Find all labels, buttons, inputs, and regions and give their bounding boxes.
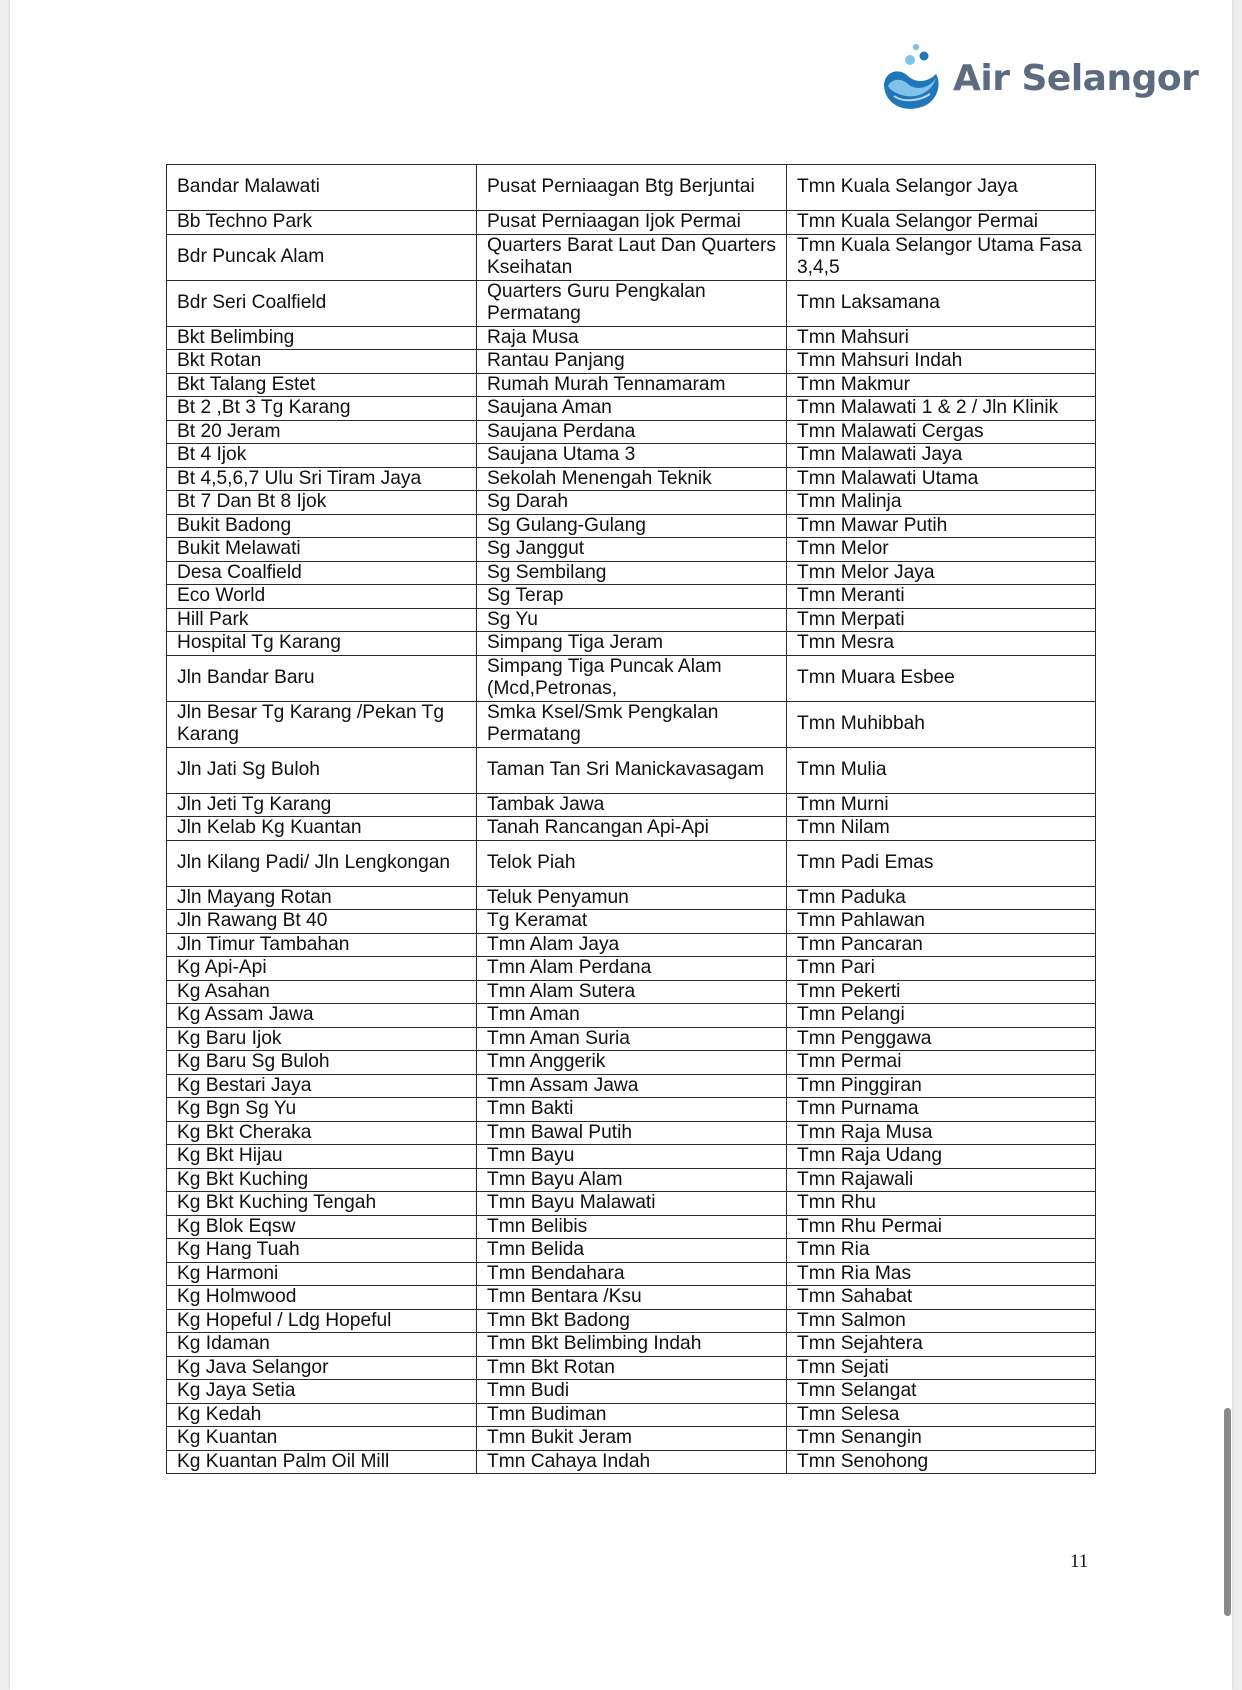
table-cell-col-2: Sg Janggut: [477, 538, 787, 562]
table-cell-col-2: Tmn Bendahara: [477, 1262, 787, 1286]
table-row: [167, 701, 1096, 747]
table-row: [167, 1403, 1096, 1427]
table-cell-col-2: Saujana Aman: [477, 397, 787, 421]
table-row: [167, 1145, 1096, 1169]
table-cell-col-3: Tmn Sejahtera: [787, 1333, 1096, 1357]
table-cell-col-2: Tmn Alam Jaya: [477, 933, 787, 957]
table-cell-col-3: Tmn Malawati Utama: [787, 467, 1096, 491]
table-cell-col-2: Tmn Bkt Rotan: [477, 1356, 787, 1380]
table-cell-col-2: Tmn Bayu Malawati: [477, 1192, 787, 1216]
table-cell-col-3: Tmn Makmur: [787, 373, 1096, 397]
table-row: [167, 538, 1096, 562]
table-cell-col-1: Jln Mayang Rotan: [167, 886, 477, 910]
table-cell-col-1: Jln Jeti Tg Karang: [167, 793, 477, 817]
table-cell-col-3: Tmn Paduka: [787, 886, 1096, 910]
table-cell-col-2: Tmn Bkt Badong: [477, 1309, 787, 1333]
table-row: [167, 1427, 1096, 1451]
table-cell-col-2: Saujana Utama 3: [477, 444, 787, 468]
table-cell-col-3: Tmn Pelangi: [787, 1004, 1096, 1028]
table-row: [167, 632, 1096, 656]
table-cell-col-3: Tmn Penggawa: [787, 1027, 1096, 1051]
table-cell-col-1: Bt 2 ,Bt 3 Tg Karang: [167, 397, 477, 421]
table-cell-col-2: Rantau Panjang: [477, 350, 787, 374]
table-cell-col-2: Quarters Guru Pengkalan Permatang: [477, 280, 787, 326]
table-cell-col-2: Tmn Bentara /Ksu: [477, 1286, 787, 1310]
table-cell-col-3: Tmn Malawati 1 & 2 / Jln Klinik: [787, 397, 1096, 421]
table-cell-col-3: Tmn Laksamana: [787, 280, 1096, 326]
table-cell-col-1: Kg Blok Eqsw: [167, 1215, 477, 1239]
table-cell-col-2: Tmn Cahaya Indah: [477, 1450, 787, 1474]
table-cell-col-2: Tmn Bawal Putih: [477, 1121, 787, 1145]
table-cell-col-1: Kg Kuantan Palm Oil Mill: [167, 1450, 477, 1474]
table-cell-col-2: Tmn Budiman: [477, 1403, 787, 1427]
water-drop-icon: [878, 40, 948, 114]
table-cell-col-2: Tmn Belida: [477, 1239, 787, 1263]
table-row: [167, 933, 1096, 957]
table-cell-col-1: Kg Bkt Kuching: [167, 1168, 477, 1192]
table-cell-col-1: Kg Bkt Kuching Tengah: [167, 1192, 477, 1216]
table-cell-col-1: Hill Park: [167, 608, 477, 632]
table-row: [167, 514, 1096, 538]
table-cell-col-3: Tmn Meranti: [787, 585, 1096, 609]
table-cell-col-1: Jln Rawang Bt 40: [167, 910, 477, 934]
table-row: [167, 373, 1096, 397]
table-cell-col-3: Tmn Muhibbah: [787, 701, 1096, 747]
table-row: [167, 1027, 1096, 1051]
table-row: [167, 910, 1096, 934]
table-row: [167, 1333, 1096, 1357]
table-cell-col-3: Tmn Mahsuri Indah: [787, 350, 1096, 374]
table-cell-col-1: Bkt Talang Estet: [167, 373, 477, 397]
table-cell-col-1: Kg Kuantan: [167, 1427, 477, 1451]
table-cell-col-3: Tmn Rhu Permai: [787, 1215, 1096, 1239]
table-cell-col-1: Kg Bgn Sg Yu: [167, 1098, 477, 1122]
table-cell-col-3: Tmn Pancaran: [787, 933, 1096, 957]
table-cell-col-3: Tmn Kuala Selangor Utama Fasa 3,4,5: [787, 234, 1096, 280]
table-cell-col-2: Tmn Alam Sutera: [477, 980, 787, 1004]
table-row: [167, 397, 1096, 421]
table-cell-col-1: Kg Bkt Hijau: [167, 1145, 477, 1169]
table-cell-col-2: Rumah Murah Tennamaram: [477, 373, 787, 397]
table-cell-col-2: Sg Yu: [477, 608, 787, 632]
table-cell-col-1: Kg Hopeful / Ldg Hopeful: [167, 1309, 477, 1333]
table-cell-col-3: Tmn Malawati Cergas: [787, 420, 1096, 444]
table-cell-col-1: Jln Kilang Padi/ Jln Lengkongan: [167, 840, 477, 886]
table-cell-col-1: Kg Baru Sg Buloh: [167, 1051, 477, 1075]
table-cell-col-2: Smka Ksel/Smk Pengkalan Permatang: [477, 701, 787, 747]
table-cell-col-2: Quarters Barat Laut Dan Quarters Kseihatan: [477, 234, 787, 280]
table-cell-col-1: Kg Jaya Setia: [167, 1380, 477, 1404]
table-row: [167, 1356, 1096, 1380]
table-cell-col-1: Jln Kelab Kg Kuantan: [167, 817, 477, 841]
table-row: [167, 280, 1096, 326]
table-cell-col-1: Bb Techno Park: [167, 211, 477, 235]
table-row: [167, 840, 1096, 886]
table-row: [167, 1309, 1096, 1333]
table-cell-col-3: Tmn Mawar Putih: [787, 514, 1096, 538]
table-cell-col-1: Jln Besar Tg Karang /Pekan Tg Karang: [167, 701, 477, 747]
table-cell-col-2: Teluk Penyamun: [477, 886, 787, 910]
table-cell-col-1: Bt 4 Ijok: [167, 444, 477, 468]
table-row: [167, 817, 1096, 841]
table-cell-col-3: Tmn Ria Mas: [787, 1262, 1096, 1286]
table-cell-col-3: Tmn Selangat: [787, 1380, 1096, 1404]
table-cell-col-1: Kg Assam Jawa: [167, 1004, 477, 1028]
table-cell-col-2: Tmn Bukit Jeram: [477, 1427, 787, 1451]
table-cell-col-1: Desa Coalfield: [167, 561, 477, 585]
table-cell-col-1: Kg Asahan: [167, 980, 477, 1004]
table-row: [167, 1004, 1096, 1028]
table-row: [167, 1121, 1096, 1145]
document-page: [10, 0, 1232, 1690]
table-cell-col-1: Bukit Melawati: [167, 538, 477, 562]
table-cell-col-3: Tmn Purnama: [787, 1098, 1096, 1122]
table-cell-col-3: Tmn Mulia: [787, 747, 1096, 793]
table-cell-col-2: Tmn Bkt Belimbing Indah: [477, 1333, 787, 1357]
table-row: [167, 1450, 1096, 1474]
table-cell-col-3: Tmn Ria: [787, 1239, 1096, 1263]
table-row: [167, 886, 1096, 910]
table-cell-col-3: Tmn Pahlawan: [787, 910, 1096, 934]
table-cell-col-1: Bt 4,5,6,7 Ulu Sri Tiram Jaya: [167, 467, 477, 491]
table-cell-col-2: Tmn Budi: [477, 1380, 787, 1404]
table-cell-col-3: Tmn Malawati Jaya: [787, 444, 1096, 468]
table-cell-col-1: Hospital Tg Karang: [167, 632, 477, 656]
table-cell-col-1: Jln Bandar Baru: [167, 655, 477, 701]
table-cell-col-3: Tmn Raja Udang: [787, 1145, 1096, 1169]
table-cell-col-3: Tmn Muara Esbee: [787, 655, 1096, 701]
table-row: [167, 1380, 1096, 1404]
table-cell-col-3: Tmn Sahabat: [787, 1286, 1096, 1310]
table-cell-col-2: Tambak Jawa: [477, 793, 787, 817]
table-row: [167, 1098, 1096, 1122]
table-row: [167, 793, 1096, 817]
table-cell-col-3: Tmn Mahsuri: [787, 326, 1096, 350]
table-cell-col-3: Tmn Pinggiran: [787, 1074, 1096, 1098]
table-cell-col-2: Simpang Tiga Jeram: [477, 632, 787, 656]
table-cell-col-1: Bkt Belimbing: [167, 326, 477, 350]
table-row: [167, 444, 1096, 468]
table-cell-col-3: Tmn Sejati: [787, 1356, 1096, 1380]
table-row: [167, 980, 1096, 1004]
table-row: [167, 747, 1096, 793]
table-cell-col-3: Tmn Rajawali: [787, 1168, 1096, 1192]
table-row: [167, 1262, 1096, 1286]
table-cell-col-1: Kg Harmoni: [167, 1262, 477, 1286]
table-cell-col-3: Tmn Pari: [787, 957, 1096, 981]
table-cell-col-2: Telok Piah: [477, 840, 787, 886]
table-cell-col-3: Tmn Senohong: [787, 1450, 1096, 1474]
page-number: 11: [1070, 1551, 1089, 1572]
table-cell-col-1: Kg Java Selangor: [167, 1356, 477, 1380]
area-table-body: [167, 165, 1096, 1474]
table-row: [167, 326, 1096, 350]
table-cell-col-1: Kg Api-Api: [167, 957, 477, 981]
table-row: [167, 1074, 1096, 1098]
table-cell-col-2: Sg Terap: [477, 585, 787, 609]
table-row: [167, 1215, 1096, 1239]
air-selangor-logo: [878, 40, 1208, 114]
table-row: [167, 467, 1096, 491]
table-cell-col-2: Tg Keramat: [477, 910, 787, 934]
table-cell-col-1: Jln Jati Sg Buloh: [167, 747, 477, 793]
table-row: [167, 1168, 1096, 1192]
table-cell-col-2: Tmn Assam Jawa: [477, 1074, 787, 1098]
table-cell-col-2: Tmn Bayu: [477, 1145, 787, 1169]
table-row: [167, 561, 1096, 585]
table-cell-col-1: Bt 7 Dan Bt 8 Ijok: [167, 491, 477, 515]
table-cell-col-1: Kg Baru Ijok: [167, 1027, 477, 1051]
table-cell-col-1: Kg Idaman: [167, 1333, 477, 1357]
table-cell-col-3: Tmn Nilam: [787, 817, 1096, 841]
table-row: [167, 491, 1096, 515]
table-cell-col-2: Tmn Anggerik: [477, 1051, 787, 1075]
table-cell-col-2: Tanah Rancangan Api-Api: [477, 817, 787, 841]
table-cell-col-2: Tmn Alam Perdana: [477, 957, 787, 981]
table-row: [167, 211, 1096, 235]
table-cell-col-2: Tmn Belibis: [477, 1215, 787, 1239]
table-cell-col-2: Saujana Perdana: [477, 420, 787, 444]
table-cell-col-1: Bt 20 Jeram: [167, 420, 477, 444]
table-cell-col-3: Tmn Melor: [787, 538, 1096, 562]
table-cell-col-3: Tmn Melor Jaya: [787, 561, 1096, 585]
table-cell-col-3: Tmn Kuala Selangor Permai: [787, 211, 1096, 235]
table-cell-col-2: Sg Gulang-Gulang: [477, 514, 787, 538]
table-cell-col-3: Tmn Permai: [787, 1051, 1096, 1075]
table-cell-col-1: Kg Bkt Cheraka: [167, 1121, 477, 1145]
table-cell-col-1: Kg Bestari Jaya: [167, 1074, 477, 1098]
area-table: [166, 164, 1096, 1474]
table-row: [167, 957, 1096, 981]
logo-text: Air Selangor: [953, 58, 1199, 99]
table-cell-col-1: Kg Kedah: [167, 1403, 477, 1427]
table-cell-col-3: Tmn Kuala Selangor Jaya: [787, 165, 1096, 211]
table-cell-col-1: Kg Hang Tuah: [167, 1239, 477, 1263]
table-row: [167, 350, 1096, 374]
table-row: [167, 420, 1096, 444]
table-row: [167, 655, 1096, 701]
table-cell-col-1: Bdr Puncak Alam: [167, 234, 477, 280]
table-row: [167, 1051, 1096, 1075]
table-cell-col-3: Tmn Salmon: [787, 1309, 1096, 1333]
table-row: [167, 1239, 1096, 1263]
table-cell-col-3: Tmn Pekerti: [787, 980, 1096, 1004]
table-cell-col-3: Tmn Merpati: [787, 608, 1096, 632]
table-cell-col-2: Taman Tan Sri Manickavasagam: [477, 747, 787, 793]
table-cell-col-3: Tmn Raja Musa: [787, 1121, 1096, 1145]
table-row: [167, 608, 1096, 632]
table-cell-col-2: Tmn Aman Suria: [477, 1027, 787, 1051]
table-cell-col-2: Pusat Perniaagan Ijok Permai: [477, 211, 787, 235]
table-cell-col-3: Tmn Padi Emas: [787, 840, 1096, 886]
table-cell-col-2: Sg Sembilang: [477, 561, 787, 585]
table-cell-col-2: Sg Darah: [477, 491, 787, 515]
table-cell-col-1: Bukit Badong: [167, 514, 477, 538]
table-row: [167, 1286, 1096, 1310]
table-cell-col-1: Eco World: [167, 585, 477, 609]
table-cell-col-3: Tmn Malinja: [787, 491, 1096, 515]
table-cell-col-2: Raja Musa: [477, 326, 787, 350]
table-row: [167, 1192, 1096, 1216]
scrollbar-thumb[interactable]: [1224, 1408, 1231, 1616]
table-cell-col-3: Tmn Mesra: [787, 632, 1096, 656]
table-cell-col-3: Tmn Selesa: [787, 1403, 1096, 1427]
table-cell-col-2: Tmn Aman: [477, 1004, 787, 1028]
table-cell-col-2: Sekolah Menengah Teknik: [477, 467, 787, 491]
table-row: [167, 165, 1096, 211]
table-row: [167, 585, 1096, 609]
table-cell-col-2: Tmn Bakti: [477, 1098, 787, 1122]
table-cell-col-3: Tmn Senangin: [787, 1427, 1096, 1451]
table-cell-col-1: Kg Holmwood: [167, 1286, 477, 1310]
table-cell-col-1: Bkt Rotan: [167, 350, 477, 374]
table-cell-col-3: Tmn Rhu: [787, 1192, 1096, 1216]
table-cell-col-3: Tmn Murni: [787, 793, 1096, 817]
table-cell-col-1: Jln Timur Tambahan: [167, 933, 477, 957]
table-cell-col-2: Pusat Perniaagan Btg Berjuntai: [477, 165, 787, 211]
table-cell-col-1: Bdr Seri Coalfield: [167, 280, 477, 326]
table-cell-col-2: Simpang Tiga Puncak Alam (Mcd,Petronas,: [477, 655, 787, 701]
table-cell-col-2: Tmn Bayu Alam: [477, 1168, 787, 1192]
table-row: [167, 234, 1096, 280]
table-cell-col-1: Bandar Malawati: [167, 165, 477, 211]
